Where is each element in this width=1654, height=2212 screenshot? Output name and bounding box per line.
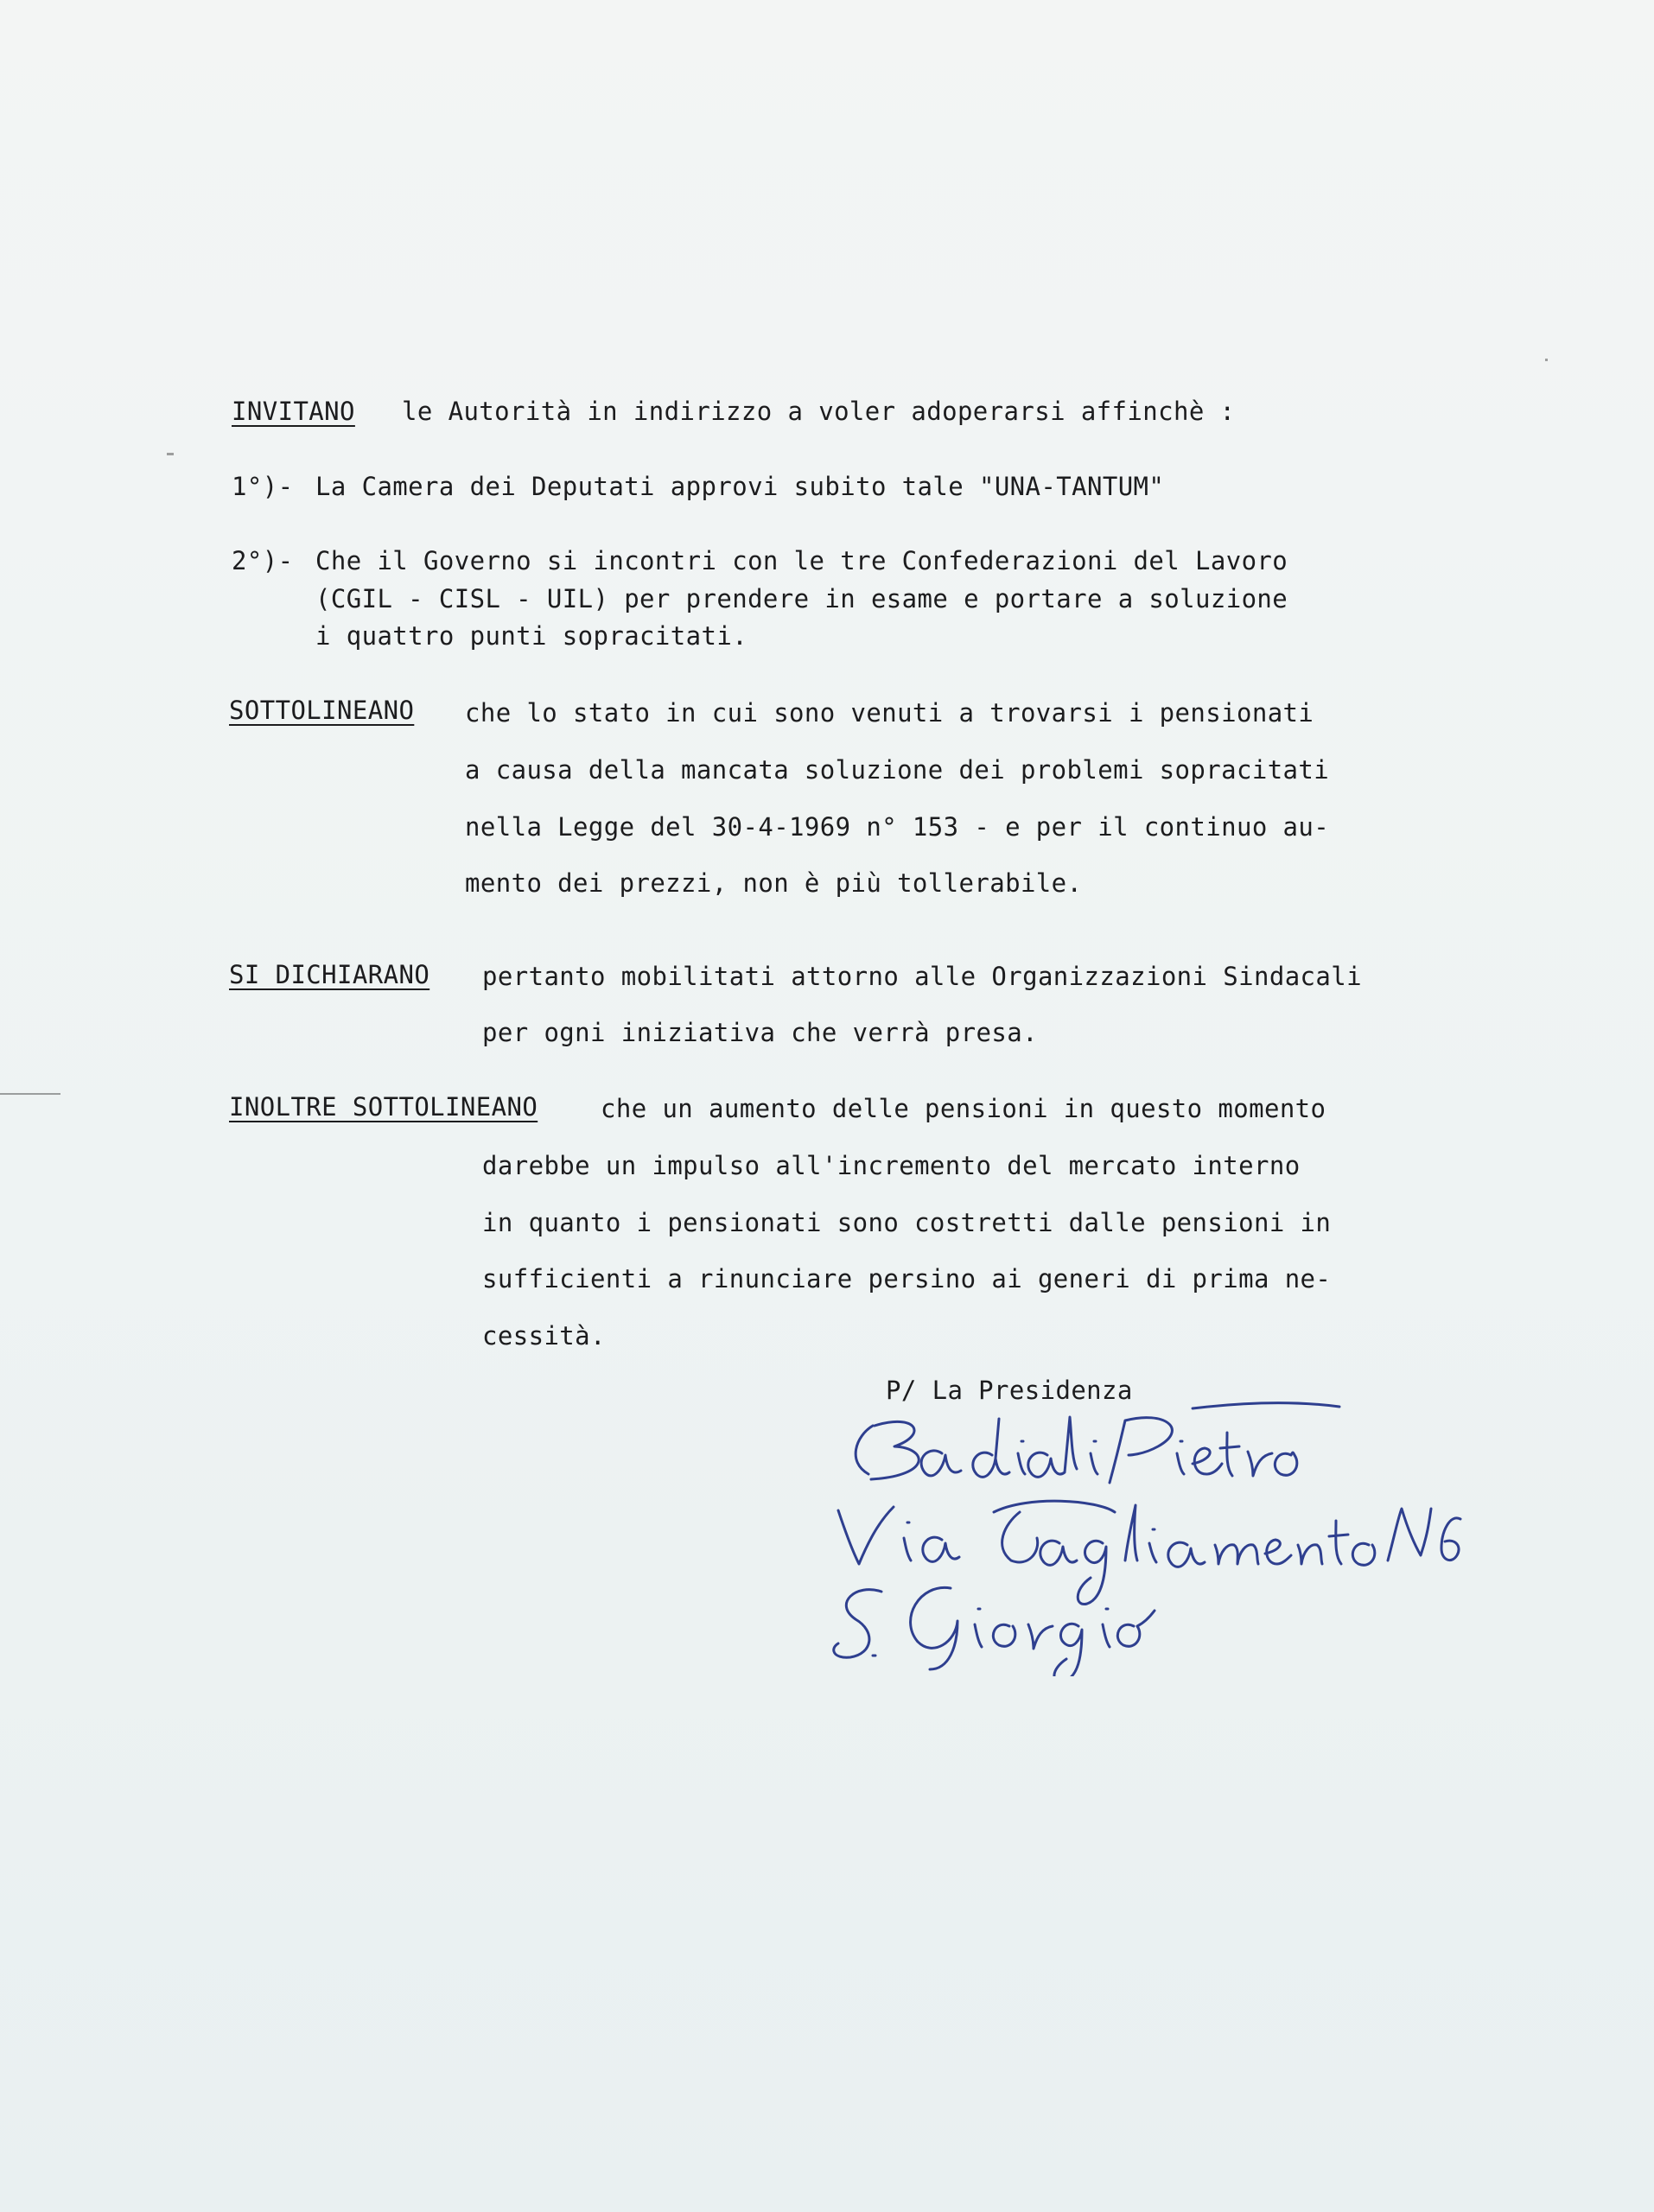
point-2-line-1: Che il Governo si incontri con le tre Confederazioni del Lavoro xyxy=(315,546,1288,575)
signature-stroke xyxy=(1054,1624,1082,1676)
si-dichiarano-line-2: per ogni iniziativa che verrà presa. xyxy=(482,1018,1038,1047)
signature-stroke xyxy=(1091,1441,1097,1474)
sottolineano-line-3: nella Legge del 30-4-1969 n° 153 - e per il continuo au- xyxy=(465,812,1330,842)
point-2-line-2: (CGIL - CISL - UIL) per prendere in esame e portare a soluzione xyxy=(315,584,1288,613)
invitano-heading: INVITANO xyxy=(232,397,355,426)
signature-stroke xyxy=(1117,1611,1155,1646)
signature-stroke xyxy=(834,1590,881,1658)
inoltre-sottolineano-heading: INOLTRE SOTTOLINEANO xyxy=(229,1092,538,1122)
signature-stroke xyxy=(1018,1441,1025,1474)
si-dichiarano-line-1: pertanto mobilitati attorno alle Organizzazioni Sindacali xyxy=(482,962,1362,991)
point-1-number: 1°)- xyxy=(232,472,294,501)
signature-stroke xyxy=(1040,1541,1077,1565)
signature-stroke xyxy=(1078,1541,1106,1604)
point-2-line-3: i quattro punti sopracitati. xyxy=(315,621,748,651)
signature-stroke xyxy=(1352,1543,1375,1565)
signature-stroke xyxy=(1215,1545,1258,1564)
signature-stroke xyxy=(1103,1609,1110,1647)
margin-mark xyxy=(167,453,174,455)
invitano-text: le Autorità in indirizzo a voler adoperarsi affinchè : xyxy=(402,397,1236,426)
presidenza-label: P/ La Presidenza xyxy=(886,1376,1133,1405)
signature-stroke xyxy=(975,1609,982,1647)
signature-stroke xyxy=(1388,1509,1431,1560)
inoltre-line-4: sufficienti a rinunciare persino ai generi di prima ne- xyxy=(482,1264,1332,1294)
margin-mark xyxy=(0,1093,60,1095)
margin-mark xyxy=(1545,359,1548,361)
signature-stroke xyxy=(838,1507,894,1564)
signature-stroke xyxy=(904,1522,911,1560)
signature-stroke xyxy=(1110,1418,1172,1483)
signature-stroke xyxy=(921,1451,961,1476)
signature-stroke xyxy=(1177,1441,1184,1474)
inoltre-line-3: in quanto i pensionati sono costretti dalle pensioni in xyxy=(482,1208,1332,1237)
signature-stroke xyxy=(1248,1452,1272,1476)
signature-stroke xyxy=(1441,1518,1460,1560)
signature-stroke xyxy=(994,1501,1115,1562)
signature-stroke xyxy=(973,1419,1009,1477)
point-2-number: 2°)- xyxy=(232,546,294,575)
signature-stroke xyxy=(993,1624,1015,1646)
point-1-text: La Camera dei Deputati approvi subito tale "UNA-TANTUM" xyxy=(315,472,1165,501)
sottolineano-line-4: mento dei prezzi, non è più tollerabile. xyxy=(465,868,1083,898)
signature-stroke xyxy=(856,1421,919,1479)
signature-stroke xyxy=(1298,1545,1322,1564)
signature-stroke xyxy=(1193,1448,1222,1474)
inoltre-line-2: darebbe un impulso all'incremento del mercato interno xyxy=(482,1151,1301,1180)
sottolineano-line-1: che lo stato in cui sono venuti a trovarsi i pensionati xyxy=(465,698,1314,728)
signature-text xyxy=(0,0,1,1)
handwritten-signature xyxy=(821,1391,1478,1676)
sottolineano-line-2: a causa della mancata soluzione dei problemi sopracitati xyxy=(465,755,1330,785)
signature-stroke xyxy=(1028,1417,1077,1477)
signature-stroke xyxy=(1149,1529,1156,1562)
signature-stroke xyxy=(911,1587,957,1669)
signature-stroke xyxy=(1265,1540,1291,1564)
signature-stroke xyxy=(923,1537,959,1561)
signature-stroke xyxy=(1220,1433,1239,1476)
inoltre-line-5: cessità. xyxy=(482,1321,606,1351)
inoltre-line-1: che un aumento delle pensioni in questo momento xyxy=(601,1094,1326,1123)
signature-stroke xyxy=(1193,1403,1339,1408)
si-dichiarano-heading: SI DICHIARANO xyxy=(229,960,430,989)
signature-stroke xyxy=(1125,1505,1137,1560)
signature-stroke xyxy=(1028,1624,1053,1649)
signature-stroke xyxy=(1275,1452,1297,1475)
sottolineano-heading: SOTTOLINEANO xyxy=(229,696,415,725)
signature-stroke xyxy=(1329,1521,1348,1564)
signature-stroke xyxy=(1168,1542,1205,1567)
